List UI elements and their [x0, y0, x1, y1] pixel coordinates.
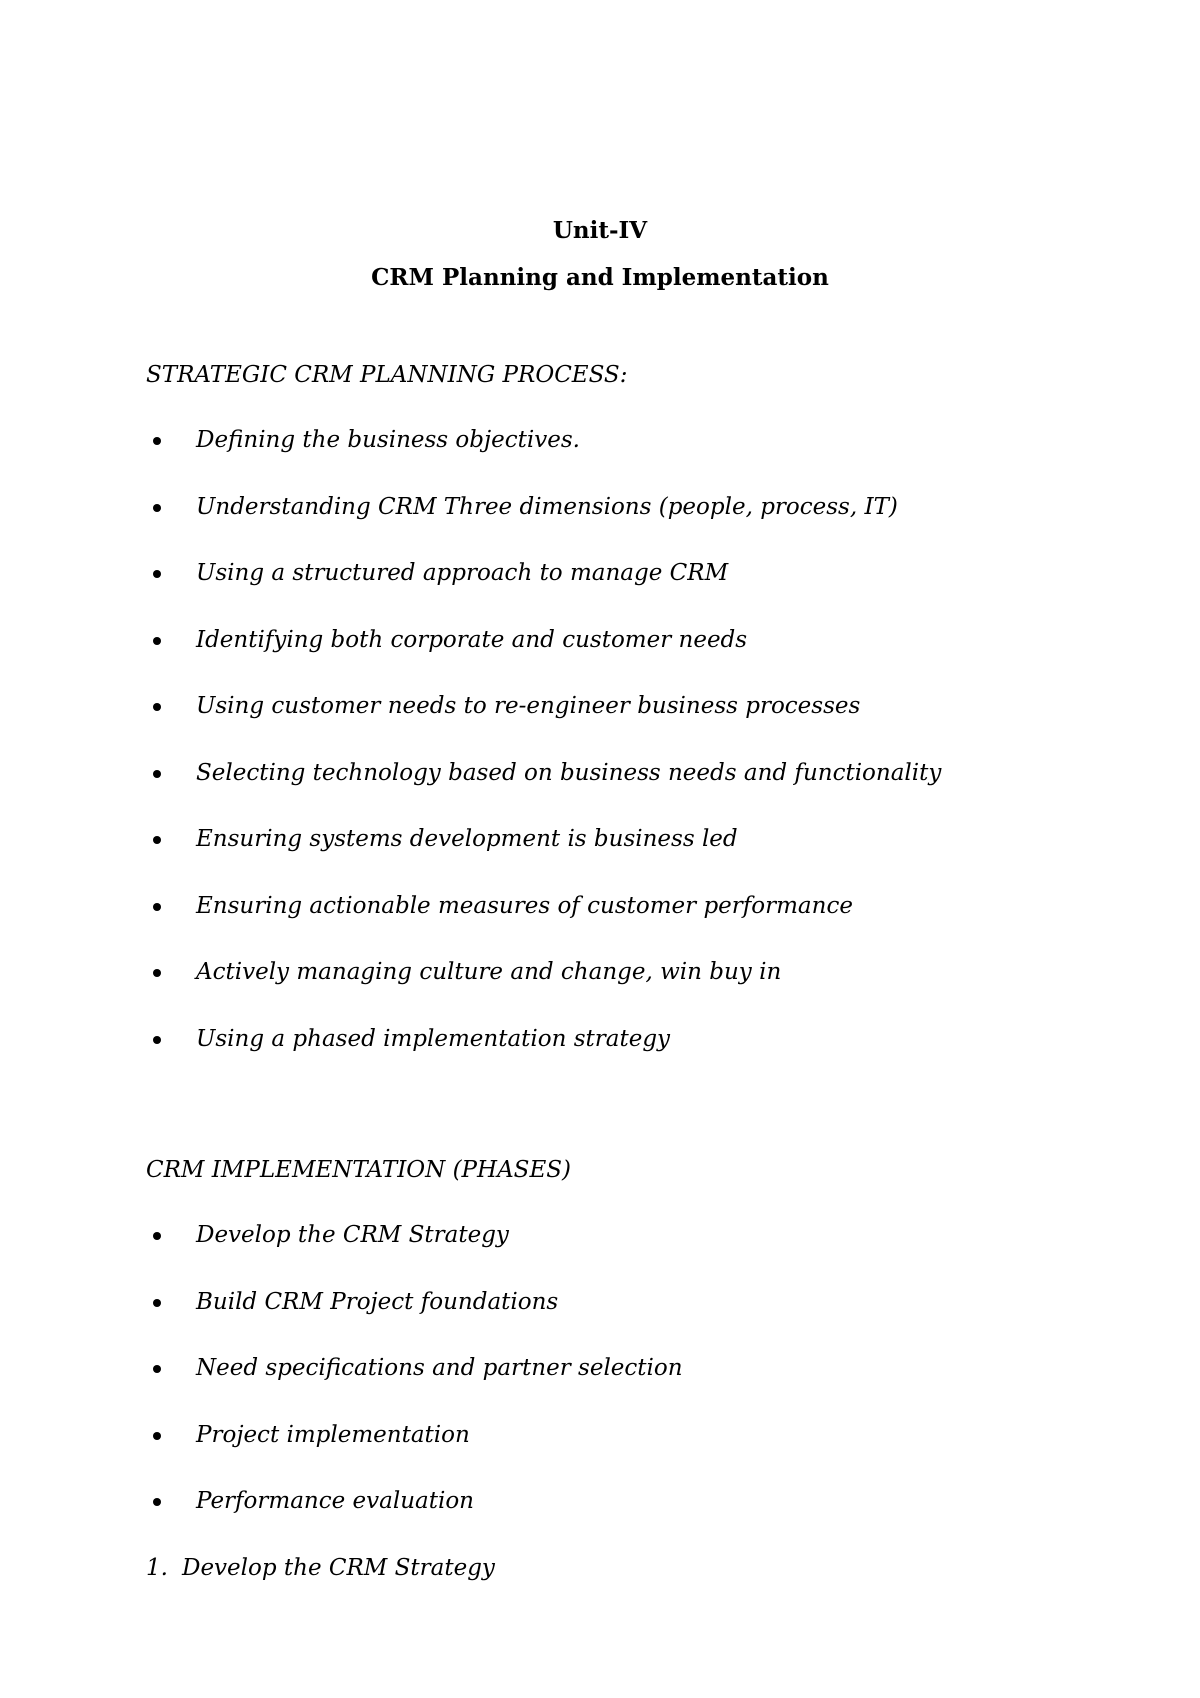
numbered-heading-develop-strategy [146, 1553, 495, 1583]
list-item-text: Performance evaluation [196, 1488, 474, 1514]
bullet-icon [153, 1299, 161, 1307]
list-item-text: Need specifications and partner selection [196, 1355, 683, 1381]
page-title: CRM Planning and Implementation [371, 264, 829, 291]
list-item-text: Build CRM Project foundations [196, 1288, 559, 1315]
bullet-icon [153, 770, 161, 778]
bullet-icon [153, 1036, 161, 1044]
bullet-icon [153, 969, 161, 977]
bullet-icon [153, 1365, 161, 1373]
list-item-text: Selecting technology based on business needs and functionality [196, 759, 942, 786]
list-item-text: Using a structured approach to manage CRM [196, 560, 729, 586]
list-item-text: Actively managing culture and change, win buy in [196, 959, 782, 985]
list-item-text: Ensuring actionable measures of customer performance [196, 892, 853, 919]
bullet-icon [153, 504, 161, 512]
list-number: 1. [146, 1555, 168, 1581]
bullet-icon [153, 1232, 161, 1240]
bullet-icon [153, 836, 161, 844]
bullet-icon [153, 703, 161, 711]
bullet-icon [153, 1432, 161, 1440]
bullet-icon [153, 437, 161, 445]
list-item-text: Project implementation [196, 1421, 470, 1448]
list-item-text: Defining the business objectives. [196, 427, 580, 453]
list-item-text: Using customer needs to re-engineer business processes [196, 693, 861, 719]
unit-heading: Unit-IV [552, 217, 648, 244]
section-heading-implementation-phases: CRM IMPLEMENTATION (PHASES) [146, 1157, 571, 1183]
bullet-icon [153, 1498, 161, 1506]
bullet-icon [153, 903, 161, 911]
bullet-icon [153, 570, 161, 578]
section-heading-strategic-planning: STRATEGIC CRM PLANNING PROCESS: [146, 362, 628, 388]
numbered-heading-text: Develop the CRM Strategy [182, 1555, 495, 1581]
list-item-text: Using a phased implementation strategy [196, 1025, 671, 1052]
list-item-text: Ensuring systems development is business led [196, 826, 738, 852]
list-item-text: Develop the CRM Strategy [196, 1222, 509, 1248]
list-item-text: Understanding CRM Three dimensions (people, process, IT) [196, 493, 898, 520]
bullet-icon [153, 637, 161, 645]
list-item-text: Identifying both corporate and customer needs [196, 626, 748, 653]
